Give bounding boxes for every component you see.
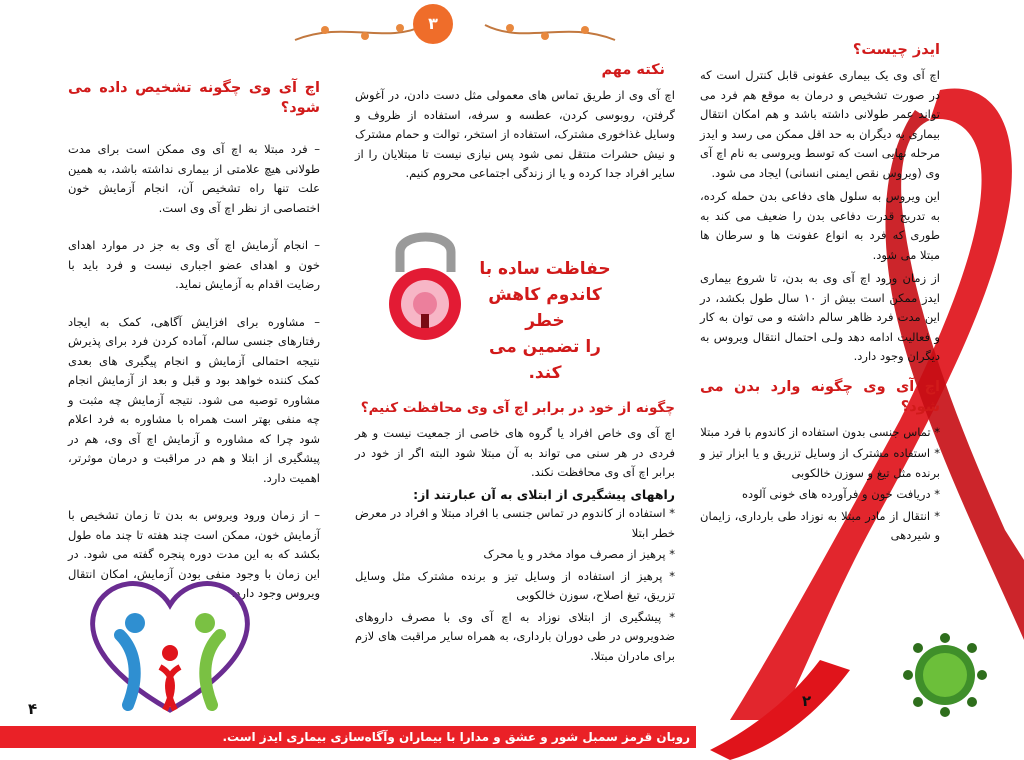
paragraph: از زمان ورود اچ آی وی به بدن، تا شروع بیماری ایدز ممکن است بیش از ۱۰ سال طول بکشد، در این مدت فرد ظاهر سالم داشته و می توان به کار و فعالیت ادامه دهد ولـی احتمال انتقال ویروس به دیگران وجود دارد. [700, 271, 940, 363]
page-number: ۲ [802, 692, 812, 710]
paragraph: این ویروس به سلول های دفاعی بدن حمله کرده، به تدریج قدرت دفاعی بدن را ضعیف می کند به طوری که فرد به انواع عفونت ها و سرطان ها مبتلا می شود. [700, 189, 940, 262]
slogan-line: حفاظت ساده با [479, 259, 611, 279]
page-number-badge: ۳ [413, 4, 453, 44]
paragraph: – از زمان ورود ویروس به بدن تا زمان تشخیص با آزمایش خون، ممکن است چند هفته تا چند ماه طول بکشد که به این مدت دوره پنجره گفته می شود. در این زمان با وجود منفی بودن آزمایش، امکان انتقال ویروس وجود دارد. [68, 508, 320, 600]
footer-bar [0, 726, 696, 748]
floral-decoration [285, 0, 625, 60]
list-item: * پرهیز از مصرف مواد مخدر و یا محرک [483, 547, 675, 561]
middle-column [355, 60, 675, 196]
footer-text: روبان قرمز سمبل شور و عشق و مدارا با بیماران وآگاه‌سازی بیماری ایدز است. [222, 730, 690, 744]
list-item: * استفاده از کاندوم در تماس جنسی با افراد مبتلا و افراد در معرض خطر ابتلا [355, 506, 675, 540]
section-title: نکته مهم [601, 62, 665, 78]
list-item: * انتقال از مادر مبتلا به نوزاد طی بارداری، زایمان و شیردهی [700, 508, 940, 542]
section-title: چگونه از خود در برابر اچ آی وی محافظت کنیم؟ [360, 400, 675, 416]
paragraph: – انجام آزمایش اچ آی وی به جز در موارد اهدای خون و اهدای عضو اجباری نیست و فرد باید با رضایت اقدام به آزمایش نماید. [68, 238, 320, 291]
list-item: * دریافت خون و فرآورده های خونی آلوده [741, 487, 940, 501]
right-column [700, 40, 940, 548]
list-item: * استفاده مشترک از وسایل تزریق و یا ابزار تیز و برنده مثل تیغ و سوزن خالکوبی [700, 446, 940, 480]
middle-column-lower [355, 398, 675, 668]
virus-icon [900, 630, 990, 720]
family-heart-logo [80, 575, 260, 720]
section-title: ایدز چیست؟ [852, 42, 940, 58]
paragraph: – فرد مبتلا به اچ آی وی ممکن است برای مدت طولانی هیچ علامتی از بیماری نداشته باشد، به همین علت تنها راه تشخیص آن، انجام آزمایش خون اختصاصی از نظر اچ آی وی است. [68, 142, 320, 215]
slogan-line: را تضمین می کند. [489, 337, 601, 383]
subtitle: راههای پیشگیری از ابتلای به آن عبارتند از: [413, 486, 675, 502]
section-title: اچ آی وی چگونه وارد بدن می شود؟ [700, 378, 940, 415]
section-title: اچ آی وی چگونه تشخیص داده می شود؟ [68, 80, 320, 116]
paragraph: اچ آی وی خاص افراد یا گروه های خاصی از جمعیت نیست و هر فردی در هر سنی می تواند به آن مبتلا شود البته اگر از خود در برابر اچ آی وی محافظت نکند. [355, 426, 675, 479]
slogan-line: کاندوم کاهش خطر [488, 285, 602, 331]
page-number: ۴ [28, 700, 38, 718]
list-item: * پیشگیری از ابتلای نوزاد به اچ آی وی با مصرف داروهای ضدویروس در طی دوران بارداری، به همراه سایر مراقبت های لازم برای مادران مبتلا. [355, 609, 675, 663]
paragraph: اچ آی وی یک بیماری عفونی قابل کنترل است که در صورت تشخیص و درمان به موقع هم فرد می تواند عمر طولانی داشته باشد و هم امکان انتقال بیماری به دیگران به حد اقل ممکن می رسد و ایدز مرحله نهایی است که توسط ویروسی به نام اچ آی وی (ویروس نقص ایمنی انسانی) ایجاد می شود. [700, 68, 940, 180]
lock-icon [378, 222, 473, 342]
slogan [470, 256, 620, 386]
list-item: * تماس جنسی بدون استفاده از کاندوم با فرد مبتلا [700, 424, 940, 439]
left-column [68, 78, 320, 616]
paragraph: – مشاوره برای افزایش آگاهی، کمک به ایجاد رفتارهای جنسی سالم، آماده کردن فرد برای پذیرش نتیجه احتمالی آزمایش و انجام پیگیری های بعدی کمک کننده خواهد بود و قبل و بعد از آزمایش انجام مشاوره توصیه می شود. نتیجه آزمایش چه مثبت و چه منفی بهتر است همراه با مشاوره به فرد اعلام شود چرا که مشاوره و آزمایش اچ آی وی، هم در پیشگیری از ابتلا و هم در مراقبت و درمان موثرتر، اهمیت دارد. [68, 314, 320, 485]
list-item: * پرهیز از استفاده از وسایل تیز و برنده مشترک مثل وسایل تزریق، تیغ اصلاح، سوزن خالکوبی [355, 568, 675, 602]
paragraph: اچ آی وی از طریق تماس های معمولی مثل دست دادن، در آغوش گرفتن، روبوسی کردن، عطسه و سرفه، استفاده از ظروف و وسایل غذاخوری مشترک، استفاده از استخر، توالت و حمام مشترک و نیش حشرات منتقل نمی شود پس نیازی نیست تا مبتلایان را از سایر افراد جدا کرده و یا از زندگی اجتماعی محروم کنیم. [355, 88, 675, 180]
